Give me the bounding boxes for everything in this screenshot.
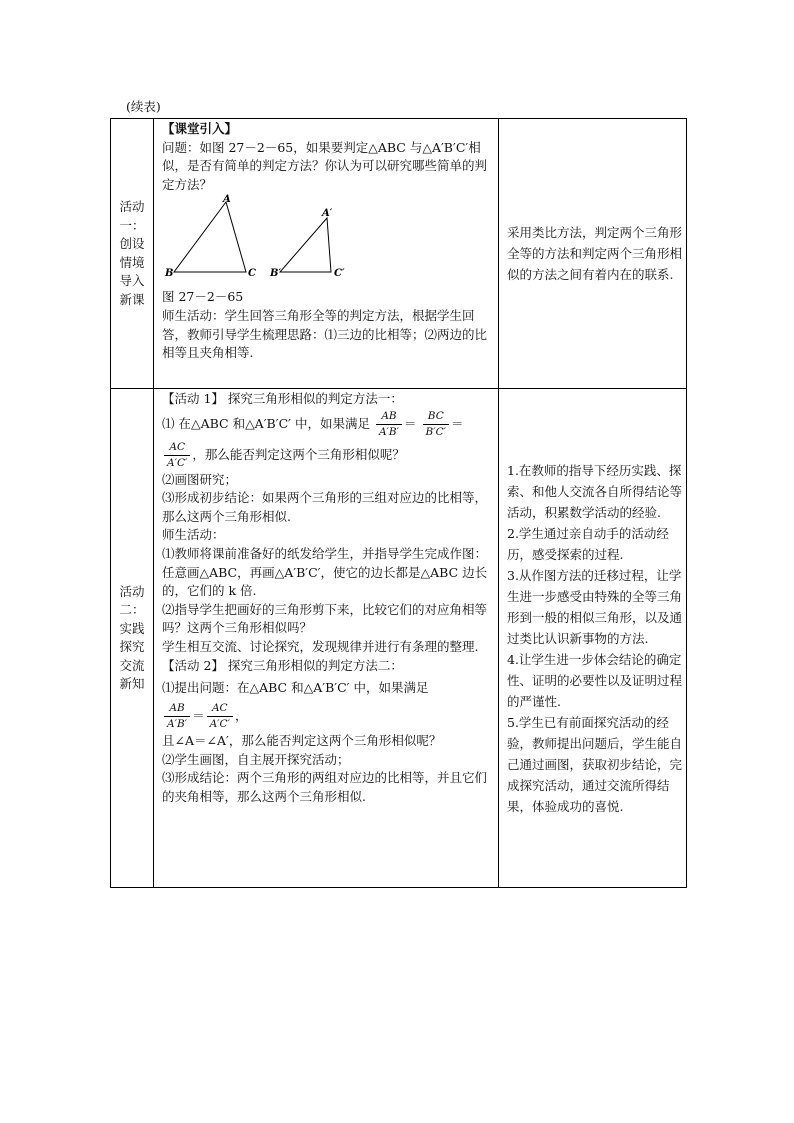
activity-1-teacher-step-2: ⑵指导学生把画好的三角形剪下来，比较它们的对应角相等吗？这两个三角形相似吗？ bbox=[162, 601, 488, 636]
classroom-intro-heading: 【课堂引入】 bbox=[162, 121, 238, 136]
vertex-label-b-prime: B′ bbox=[270, 268, 282, 280]
activity-1-condition-text: ⑴ 在△ABC 和△A′B′C′ 中，如果满足 bbox=[162, 415, 370, 431]
activity-2-step-2: ⑵学生画图，自主展开探究活动； bbox=[162, 751, 350, 767]
figure-caption: 图 27－2－65 bbox=[162, 289, 244, 305]
lesson-table bbox=[110, 118, 687, 888]
fraction-bc-numerator: BC bbox=[423, 409, 450, 425]
activity-2-content-cell bbox=[154, 389, 499, 888]
activity-2-heading: 【活动 2】 探究三角形相似的判定方法二： bbox=[162, 657, 403, 673]
fraction-ab-2-denominator: A′B′ bbox=[167, 718, 188, 731]
fraction-bc bbox=[423, 409, 450, 440]
intent-item-2: 2.学生通过亲自动手的活动经历，感受探索的过程. bbox=[507, 525, 669, 562]
table-row-activity-1 bbox=[111, 119, 687, 389]
fraction-ab-denominator: A′B′ bbox=[378, 425, 400, 438]
activity-1-teacher-step-1: ⑴教师将课前准备好的纸发给学生，并指导学生完成作图：任意画△ABC，再画△A′B′C′，使它的边长都是△ABC 边长的，它们的 k 倍. bbox=[162, 545, 488, 599]
activity-1-label: 活动一：创设情境导入新课 bbox=[119, 199, 145, 307]
equals-sign: ＝ bbox=[192, 708, 205, 724]
fraction-ac-2-denominator: A′C′ bbox=[209, 718, 230, 731]
vertex-label-c: C bbox=[248, 268, 256, 280]
intent-item-1: 1.在教师的指导下经历实践、探索、和他人交流各自所得结论等活动，积累数学活动的经验. bbox=[507, 462, 683, 520]
triangle-abc bbox=[174, 202, 246, 272]
fraction-ac-2 bbox=[207, 701, 233, 732]
fraction-ab bbox=[376, 409, 402, 440]
activity-1-condition-question: ，那么能否判定这两个三角形相似呢？ bbox=[192, 446, 405, 462]
fraction-ac bbox=[164, 440, 190, 471]
activity-2-intent-cell bbox=[499, 389, 687, 888]
intent-item-5: 5.学生已有前面探究活动的经验，教师提出问题后，学生能自己通过画图，获取初步结论，完成探究活动，通过交流所得结果，体验成功的喜悦. bbox=[507, 714, 683, 814]
activity-1-heading bbox=[162, 390, 492, 409]
intent-item-4: 4.让学生进一步体会结论的确定性、证明的必要性以及证明过程的严谨性. bbox=[507, 651, 683, 709]
vertex-label-a: A bbox=[223, 194, 231, 206]
activity-1-step-3: ⑶形成初步结论：如果两个三角形的三组对应边的比相等，那么这两个三角形相似. bbox=[162, 490, 488, 524]
intent-item-3: 3.从作图方法的迁移过程，让学生进一步感受由特殊的全等三角形到一般的相似三角形，以及通过类比认识新事物的方法. bbox=[507, 567, 683, 646]
fraction-ab-2 bbox=[164, 701, 190, 732]
activity-1-heading-text: 【活动 1】 探究三角形相似的判定方法一： bbox=[162, 391, 403, 406]
teacher-student-activity: 师生活动：学生回答三角形全等的判定方法，根据学生回答，教师引导学生梳理思路：⑴三边的比相等；⑵两边的比相等且夹角相等. bbox=[162, 307, 488, 361]
activity-2-angle-condition: 且∠A＝∠A′，那么能否判定这两个三角形相似呢？ bbox=[162, 733, 442, 749]
vertex-label-c-prime: C′ bbox=[334, 268, 345, 280]
activity-2-condition bbox=[162, 675, 492, 732]
comma: ， bbox=[234, 708, 248, 724]
activity-1-teacher-step-3: 学生相互交流、讨论探究，发现规律并进行有条理的整理. bbox=[162, 638, 479, 654]
fraction-ac-2-numerator: AC bbox=[207, 701, 233, 717]
fraction-ac-denominator: A′C′ bbox=[167, 456, 188, 469]
activity-2-label-cell bbox=[111, 389, 154, 888]
triangles-figure bbox=[165, 194, 368, 288]
table-continued-caption: (续表) bbox=[126, 99, 161, 114]
activity-2-label: 活动二：实践探究交流新知 bbox=[119, 583, 145, 691]
fraction-bc-denominator: B′C′ bbox=[425, 425, 447, 438]
intro-question: 问题：如图 27－2－65，如果要判定△ABC 与△A′B′C′相似，是否有简单的判定方法？你认为可以研究哪些简单的判定方法？ bbox=[162, 139, 488, 192]
table-row-activity-2 bbox=[111, 389, 687, 888]
activity-1-label-cell bbox=[111, 119, 154, 389]
activity-1-step-2: ⑵画图研究； bbox=[162, 471, 238, 487]
triangle-a-prime-b-prime-c-prime bbox=[280, 218, 331, 272]
fraction-ab-2-numerator: AB bbox=[164, 701, 190, 717]
vertex-label-b: B bbox=[165, 268, 174, 280]
activity-2-step-3: ⑶形成结论：两个三角形的两组对应边的比相等，并且它们的夹角相等，那么这两个三角形相似. bbox=[162, 770, 488, 804]
equals-sign: ＝ bbox=[451, 415, 464, 431]
activity-2-condition-text: ⑴提出问题：在△ABC 和△A′B′C′ 中，如果满足 bbox=[162, 680, 429, 696]
activity-1-content-cell bbox=[154, 119, 499, 389]
vertex-label-a-prime: A′ bbox=[322, 208, 333, 220]
activity-1-condition bbox=[162, 409, 492, 471]
fraction-ab-numerator: AB bbox=[376, 409, 402, 425]
activity-1-intent: 采用类比方法，判定两个三角形全等的方法和判定两个三角形相似的方法之间有着内在的联系. bbox=[507, 225, 683, 282]
activity-1-teacher-heading: 师生活动： bbox=[162, 527, 225, 543]
activity-1-intent-cell bbox=[499, 119, 687, 389]
fraction-ac-numerator: AC bbox=[164, 440, 190, 456]
equals-sign: ＝ bbox=[404, 415, 417, 431]
